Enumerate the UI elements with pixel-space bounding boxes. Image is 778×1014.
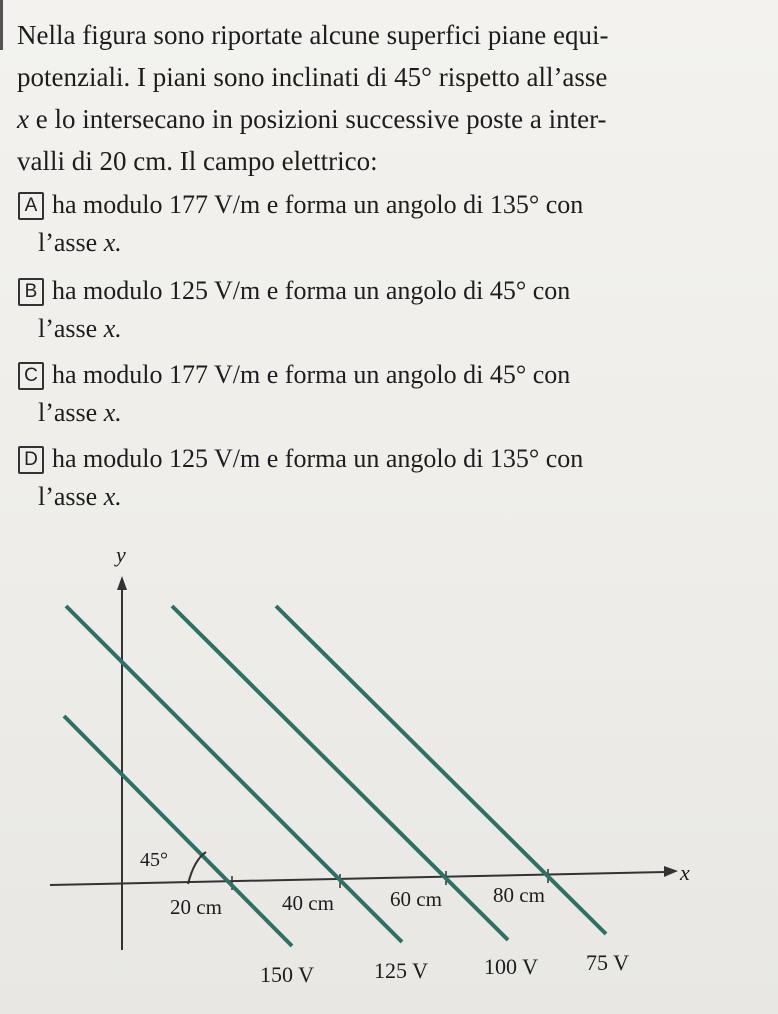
- option-b-line-2: l’asse: [38, 314, 104, 343]
- option-c-line-1: ha modulo 177 V/m e forma un angolo di 45° con: [52, 360, 571, 389]
- option-c-letter[interactable]: C: [18, 362, 44, 390]
- option-d-var: x.: [103, 482, 122, 511]
- question-line-1: Nella figura sono riportate alcune superfici piane equi-: [17, 20, 609, 50]
- option-d[interactable]: [18, 440, 738, 516]
- potential-label-150: 150 V: [260, 962, 314, 987]
- option-d-line-2: l’asse: [38, 482, 104, 511]
- option-c-line-2: l’asse: [38, 398, 104, 427]
- option-a-letter[interactable]: A: [18, 192, 44, 220]
- equipotential-line-75: [276, 606, 606, 934]
- angle-label: 45°: [140, 849, 168, 871]
- question-line-3: [17, 98, 733, 140]
- option-a-line-2: l’asse: [38, 228, 104, 257]
- potential-label-75: 75 V: [586, 950, 629, 975]
- option-a-var: x.: [103, 228, 122, 257]
- distance-label-40: 40 cm: [282, 891, 334, 915]
- x-axis-label: x: [680, 860, 690, 885]
- potential-label-125: 125 V: [374, 958, 428, 983]
- equipotential-figure: [0, 540, 778, 1014]
- question-text: [17, 14, 733, 182]
- option-d-letter[interactable]: D: [18, 446, 44, 474]
- question-line-4: valli di 20 cm. Il campo elettrico:: [17, 146, 378, 176]
- option-d-line-1: ha modulo 125 V/m e forma un angolo di 135° con: [52, 444, 584, 473]
- equipotential-line-100: [172, 606, 508, 940]
- option-a[interactable]: [18, 186, 738, 262]
- option-b-letter[interactable]: B: [18, 278, 44, 306]
- distance-label-60: 60 cm: [390, 887, 442, 911]
- question-line-3-text: e lo intersecano in posizioni successive poste a inter-: [28, 104, 607, 134]
- question-variable-x: x: [17, 104, 29, 134]
- option-b-line-1: ha modulo 125 V/m e forma un angolo di 45° con: [52, 276, 571, 305]
- y-axis-arrow-icon: [117, 576, 127, 590]
- distance-label-80: 80 cm: [493, 883, 545, 907]
- equipotential-line-125: [66, 606, 402, 942]
- y-axis-label: y: [116, 542, 126, 567]
- option-c[interactable]: [18, 356, 738, 432]
- potential-label-100: 100 V: [484, 954, 538, 979]
- option-a-line-1: ha modulo 177 V/m e forma un angolo di 135° con: [52, 190, 584, 219]
- option-b-var: x.: [103, 314, 122, 343]
- x-axis-arrow-icon: [664, 866, 678, 877]
- x-axis: [50, 872, 666, 885]
- distance-label-20: 20 cm: [170, 895, 222, 919]
- question-line-2: potenziali. I piani sono inclinati di 45° rispetto all’asse: [17, 62, 608, 92]
- option-b[interactable]: [18, 272, 738, 348]
- option-c-var: x.: [103, 398, 122, 427]
- page-edge: [0, 0, 3, 50]
